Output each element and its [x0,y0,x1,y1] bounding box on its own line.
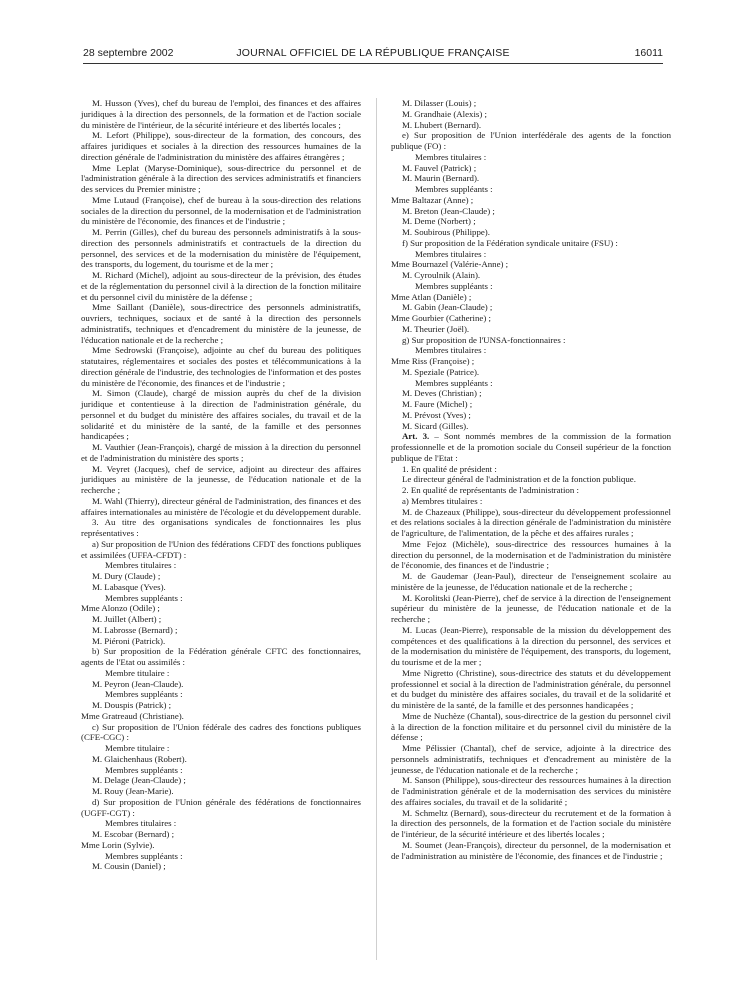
paragraph-text: Mme Atlan (Danièle) ; [391,291,472,302]
article-paragraph [391,431,671,463]
text-paragraph [81,98,361,130]
text-paragraph [391,259,671,270]
paragraph-text: Membres suppléants : [415,377,493,388]
text-paragraph [81,539,361,561]
paragraph-text: Mme Fejoz (Michèle), sous-directrice des ressources humaines à la direction du personnel, de la modernisation et de l'administration du ministère de l'économie, des finances et de l'industrie ; [391,538,671,571]
text-paragraph [81,517,361,539]
text-paragraph [391,840,671,862]
paragraph-text: M. Lhubert (Bernard). [402,119,482,130]
paragraph-text: Membre titulaire : [105,743,170,753]
text-paragraph [81,496,361,518]
paragraph-text: Mme Lutaud (Françoise), chef de bureau à la sous-direction des relations sociales de la direction du personnel, de la modernisation et de l'administration du ministère de l'économie, des finances et de l'industrie ; [81,194,361,227]
text-paragraph [391,485,671,496]
paragraph-text: Membres suppléants : [105,592,183,603]
paragraph-text: Mme Alonzo (Odile) ; [81,603,160,614]
paragraph-text: Mme Pélissier (Chantal), chef de service, adjointe à la directrice des personnels administratifs, techniques et d'encadrement au ministère de la jeunesse, de l'éducation nationale et de la recherche ; [391,743,671,775]
text-paragraph [81,829,361,840]
paragraph-text: M. Rouy (Jean-Marie). [92,786,174,796]
header-rule [83,63,663,64]
text-paragraph [81,775,361,786]
text-paragraph [391,335,671,346]
text-paragraph [81,786,361,797]
text-paragraph [391,238,671,249]
paragraph-text: M. Breton (Jean-Claude) ; [402,205,495,216]
paragraph-text: M. Labrosse (Bernard) ; [92,624,178,635]
paragraph-text: M. Soubirous (Philippe). [402,227,490,237]
member-category-heading [81,560,361,571]
text-paragraph [391,421,671,432]
paragraph-text: Membre titulaire : [105,667,170,678]
paragraph-text: Mme Nigretto (Christine), sous-directrice des statuts et du développement professionnel et social à la direction de l'administration générale, du personnel et du budget du ministère des affaires sociales, du travail et de la solidarité et du ministère de la santé, de la famille et des personnes handicapées ; [391,667,671,710]
paragraph-text: b) Sur proposition de la Fédération générale CFTC des fonctionnaires, agents de l'Etat ou assimilés : [81,646,361,667]
paragraph-text: Le directeur général de l'administration et de la fonction publique. [402,474,636,485]
member-category-heading [391,378,671,389]
text-paragraph [391,109,671,120]
paragraph-text: Mme de Nuchèze (Chantal), sous-directrice de la gestion du personnel civil à la direction de la fonction militaire et du personnel civil du ministère de la défense ; [391,710,671,743]
paragraph-text: M. Deves (Christian) ; [402,388,482,399]
paragraph-text: M. Glaichenhaus (Robert). [92,753,187,764]
paragraph-text: M. Lucas (Jean-Pierre), responsable de la mission du développement des compétences et des qualifications à la direction du personnel, des services et de la modernisation du ministère de l'équipement, des transports, du logement, du tourisme et de la mer ; [391,624,671,667]
paragraph-text: g) Sur proposition de l'UNSA-fonctionnaires : [402,334,566,345]
text-paragraph [81,625,361,636]
paragraph-text: M. Soumet (Jean-François), directeur du personnel, de la modernisation et de l'administration au ministère de l'économie, des finances et de l'industrie ; [391,839,671,861]
text-paragraph [81,797,361,819]
text-paragraph [391,367,671,378]
paragraph-text: – Sont nommés membres de la commission de la formation professionnelle et de la promotion sociale du Conseil supérieur de la fonction publique de l'Etat : [391,431,671,463]
paragraph-text: M. de Gaudemar (Jean-Paul), directeur de l'enseignement scolaire au ministère de la jeunesse, de l'éducation nationale et de la recherche ; [391,571,671,592]
page-header [83,47,663,63]
paragraph-text: M. Cousin (Daniel) ; [92,861,166,872]
paragraph-text: Membres titulaires : [415,151,487,162]
text-paragraph [391,313,671,324]
paragraph-text: M. Fauvel (Patrick) ; [402,162,477,173]
paragraph-text: M. Vauthier (Jean-François), chargé de mission à la direction du personnel et de l'administration du ministère des sports ; [81,442,361,463]
member-category-heading [81,851,361,862]
text-paragraph [81,227,361,270]
column-divider [376,98,377,960]
text-paragraph [391,711,671,743]
text-paragraph [81,571,361,582]
text-paragraph [391,130,671,152]
paragraph-text: M. Dury (Claude) ; [92,571,161,581]
paragraph-text: Mme Saillant (Danièle), sous-directrice des personnels administratifs, ouvriers, techniques, sociaux et de santé à la direction des personnels administratifs, techniques et d'encadrement du ministère de la jeunesse, de l'éducation nationale et de la recherche ; [81,302,361,345]
paragraph-text: M. Escobar (Bernard) ; [92,829,175,839]
text-paragraph [391,324,671,335]
text-paragraph [81,679,361,690]
page-number: 16011 [634,47,663,59]
paragraph-text: Mme Sedrowski (Françoise), adjointe au chef du bureau des politiques statutaires, réglementaires et sociales des postes et télécommunications à la direction générale de l'industrie, des technologies de l'information et des postes du ministère de l'économie, des finances et de l'industrie ; [81,345,361,388]
member-category-heading [391,281,671,292]
right-column [391,98,671,861]
text-paragraph [391,668,671,711]
text-paragraph [391,388,671,399]
text-paragraph [81,646,361,668]
paragraph-text: Membres suppléants : [415,280,493,291]
paragraph-text: M. Theurier (Joël). [402,323,470,334]
paragraph-text: M. Schmeltz (Bernard), sous-directeur du recrutement et de la formation à la direction des personnels, de la formation et de l'action sociale du ministère de l'intérieur, de la sécurité intérieure et des libertés locales ; [391,807,671,839]
paragraph-text: Membres titulaires : [415,248,487,259]
text-paragraph [391,496,671,507]
paragraph-text: M. Simon (Claude), chargé de mission auprès du chef de la division juridique et contentieuse à la direction de l'administration générale, du personnel et du budget du ministère des affaires sociales, du travail et de la solidarité et du ministère de la santé, de la famille et des personnes handicapées ; [81,388,361,442]
text-paragraph [391,356,671,367]
member-category-heading [81,593,361,604]
paragraph-text: Membres suppléants : [105,850,183,861]
paragraph-text: d) Sur proposition de l'Union générale des fédérations de fonctionnaires (UGFF-CGT) : [81,796,361,818]
paragraph-text: 1. En qualité de président : [402,463,497,474]
member-category-heading [391,249,671,260]
paragraph-text: Mme Gratreaud (Christiane). [81,710,184,721]
paragraph-text: M. Cyroulnik (Alain). [402,270,481,280]
text-paragraph [391,216,671,227]
text-paragraph [391,474,671,485]
text-paragraph [81,345,361,388]
paragraph-text: M. Douspis (Patrick) ; [92,700,172,710]
paragraph-text: Membres suppléants : [415,184,493,194]
paragraph-text: c) Sur proposition de l'Union fédérale des cadres des fonctions publiques (CFE-CGC) : [81,721,361,743]
member-category-heading [81,689,361,700]
paragraph-text: Membres suppléants : [105,689,183,700]
member-category-heading [391,345,671,356]
paragraph-text: M. Husson (Yves), chef du bureau de l'emploi, des finances et des affaires juridiques à la direction des personnels, de la formation et de l'action sociale du ministère de l'intérieur, de la sécurité intérieure et des libertés locales ; [81,98,361,130]
text-paragraph [81,614,361,625]
text-paragraph [81,861,361,872]
paragraph-text: M. Perrin (Gilles), chef du bureau des personnels administratifs à la sous-direction des personnels administratifs et contractuels de la direction du personnel, des services et de la modernisation du ministère de l'équipement, des transports, du logement, du tourisme et de la mer ; [81,227,361,270]
text-paragraph [81,603,361,614]
text-paragraph [391,292,671,303]
text-paragraph [81,464,361,496]
text-paragraph [81,700,361,711]
text-paragraph [81,195,361,227]
paragraph-text: Mme Lorin (Sylvie). [81,839,155,850]
text-paragraph [81,130,361,162]
paragraph-text: M. Speziale (Patrice). [402,366,480,377]
text-paragraph [81,442,361,464]
text-paragraph [391,464,671,475]
paragraph-text: M. Gabin (Jean-Claude) ; [402,302,493,313]
paragraph-text: M. Grandhaie (Alexis) ; [402,108,487,119]
paragraph-text: M. Richard (Michel), adjoint au sous-directeur de la prévision, des études et de la réglementation du personnel civil à la direction de la fonction militaire et du personnel civil du ministère de la défense ; [81,270,361,302]
member-category-heading [81,765,361,776]
paragraph-text: M. Piéroni (Patrick). [92,635,166,646]
paragraph-text: Mme Riss (Françoise) ; [391,356,475,366]
paragraph-text: a) Membres titulaires : [402,495,483,506]
paragraph-text: Membres titulaires : [415,345,487,356]
paragraph-text: M. Dilasser (Louis) ; [402,98,477,108]
text-paragraph [81,163,361,195]
text-paragraph [81,840,361,851]
paragraph-text: M. Veyret (Jacques), chef de service, adjoint au directeur des affaires juridiques au ministère de la jeunesse, de l'éducation nationale et de la recherche ; [81,463,361,495]
text-paragraph [81,388,361,442]
paragraph-text: M. Korolitski (Jean-Pierre), chef de service à la direction de l'enseignement supérieur du ministère de la jeunesse, de l'éducation nationale et de la recherche ; [391,592,671,624]
issue-date: 28 septembre 2002 [83,47,174,59]
paragraph-text: M. Lefort (Philippe), sous-directeur de la formation, des concours, des affaires juridiques et sociales à la direction des ressources humaines de la direction générale de l'administration du ministère des affaires étrangères ; [81,130,361,162]
member-category-heading [81,818,361,829]
text-paragraph [391,98,671,109]
text-paragraph [391,120,671,131]
text-paragraph [391,227,671,238]
text-paragraph [81,722,361,744]
text-paragraph [391,571,671,593]
paragraph-text: M. Wahl (Thierry), directeur général de l'administration, des finances et des affaires internationales au ministère de l'écologie et du développement durable. [81,495,361,517]
paragraph-text: M. Deme (Norbert) ; [402,216,476,227]
text-paragraph [391,163,671,174]
member-category-heading [81,743,361,754]
paragraph-text: M. Juillet (Albert) ; [92,614,162,624]
text-paragraph [81,711,361,722]
text-paragraph [391,743,671,775]
text-paragraph [81,302,361,345]
text-paragraph [391,593,671,625]
paragraph-text: M. Peyron (Jean-Claude). [92,678,184,689]
text-paragraph [81,636,361,647]
text-paragraph [391,410,671,421]
paragraph-text: f) Sur proposition de la Fédération syndicale unitaire (FSU) : [402,237,618,248]
paragraph-text: Mme Baltazar (Anne) ; [391,194,474,205]
paragraph-text: M. Sicard (Gilles). [402,420,469,431]
journal-title: JOURNAL OFFICIEL DE LA RÉPUBLIQUE FRANÇAISE [236,47,510,59]
text-paragraph [391,206,671,217]
text-paragraph [81,582,361,593]
left-column [81,98,361,872]
paragraph-text: Membres titulaires : [105,560,177,571]
paragraph-text: M. Maurin (Bernard). [402,173,480,184]
text-paragraph [391,775,671,807]
paragraph-text: Mme Bournazel (Valérie-Anne) ; [391,259,509,270]
text-paragraph [391,625,671,668]
paragraph-text: Mme Gourbier (Catherine) ; [391,313,491,323]
paragraph-text: 2. En qualité de représentants de l'administration : [402,485,579,495]
article-label: Art. 3. [402,431,430,442]
text-paragraph [391,173,671,184]
text-paragraph [391,507,671,539]
paragraph-text: e) Sur proposition de l'Union interfédérale des agents de la fonction publique (FO) : [391,130,671,151]
text-paragraph [391,195,671,206]
paragraph-text: M. de Chazeaux (Philippe), sous-directeur du développement professionnel et des relations sociales à la direction générale de l'administration du ministère de l'agriculture, de l'alimentation, de la pêche et des affaires rurales ; [391,506,671,538]
paragraph-text: M. Sanson (Philippe), sous-directeur des ressources humaines à la direction de l'administration générale et de la modernisation des services du ministère des affaires sociales, du travail et de la solidarité ; [391,775,671,807]
paragraph-text: M. Faure (Michel) ; [402,399,473,409]
paragraph-text: Membres suppléants : [105,764,183,775]
paragraph-text: M. Prévost (Yves) ; [402,409,471,420]
text-paragraph [391,302,671,313]
text-paragraph [391,399,671,410]
paragraph-text: M. Labasque (Yves). [92,581,166,592]
paragraph-text: a) Sur proposition de l'Union des fédérations CFDT des fonctions publiques et assimilées (UFFA-CFDT) : [81,538,361,560]
paragraph-text: Mme Leplat (Maryse-Dominique), sous-directrice du personnel et de l'administration générale à la direction des services administratifs et financiers des services du Premier ministre ; [81,162,361,194]
member-category-heading [81,668,361,679]
paragraph-text: Membres titulaires : [105,818,177,829]
text-paragraph [81,270,361,302]
paragraph-text: M. Delage (Jean-Claude) ; [92,775,186,786]
text-paragraph [391,808,671,840]
member-category-heading [391,152,671,163]
member-category-heading [391,184,671,195]
text-paragraph [391,270,671,281]
text-paragraph [81,754,361,765]
text-paragraph [391,539,671,571]
paragraph-text: 3. Au titre des organisations syndicales de fonctionnaires les plus représentatives : [81,517,361,538]
